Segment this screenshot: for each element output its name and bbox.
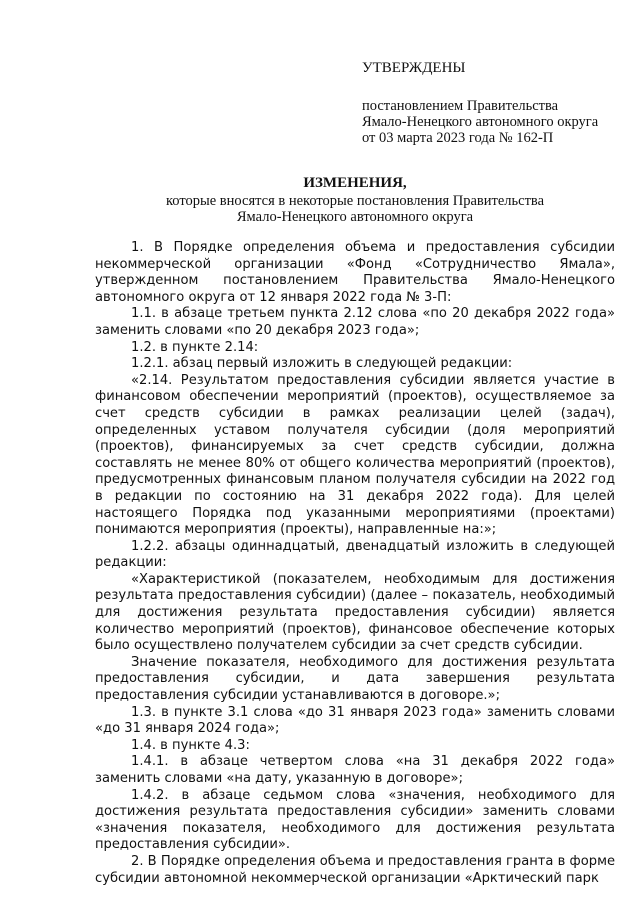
- document-subtitle: которые вносятся в некоторые постановления Правительства: [165, 193, 545, 209]
- paragraph: 1.3. в пункте 3.1 слова «до 31 января 2023 года» заменить словами «до 31 января 2024 года»;: [95, 704, 615, 737]
- approval-heading: УТВЕРЖДЕНЫ: [362, 60, 466, 76]
- paragraph: 1.2. в пункте 2.14:: [131, 339, 259, 355]
- paragraph: 1.2.2. абзацы одиннадцатый, двенадцатый изложить в следующей редакции:: [95, 538, 615, 571]
- document-subtitle: Ямало-Ненецкого автономного округа: [236, 209, 474, 225]
- paragraph: 1.4. в пункте 4.3:: [131, 737, 250, 753]
- paragraph: «2.14. Результатом предоставления субсидии является участие в финансовом обеспечении мероприятий (проектов), осуществляемое за счет средств субсидии в рамках реализации целей (задач), определенных уставом получателя субсидии (доля мероприятий (проектов), финансируемых за счет средств субсидии, должна составлять не менее 80% от общего количества мероприятий (проектов), предусмотренных финансовым планом получателя субсидии на 2022 год в редакции по состоянию на 31 декабря 2022 года). Для целей настоящего Порядка под указанными мероприятиями (проектами) понимаются мероприятия (проекты), направленные на:»;: [95, 372, 615, 538]
- paragraph: 1. В Порядке определения объема и предоставления субсидии некоммерческой организации «Фонд «Сотрудничество Ямала», утвержденном постановлением Правительства Ямало-Ненецкого автономного округа от 12 января 2022 года № 3-П:: [95, 240, 615, 305]
- paragraph: Значение показателя, необходимого для достижения результата предоставления субсидии, и дата завершения результата предоставления субсидии устанавливаются в договоре.»;: [95, 654, 615, 704]
- approval-line: Ямало-Ненецкого автономного округа: [362, 114, 599, 130]
- document-body: [95, 240, 615, 887]
- paragraph: 1.1. в абзаце третьем пункта 2.12 слова «по 20 декабря 2022 года» заменить словами «по 20 декабря 2023 года»;: [95, 306, 615, 338]
- paragraph: 1.2.1. абзац первый изложить в следующей редакции:: [131, 356, 513, 372]
- document-title: ИЗМЕНЕНИЯ,: [303, 175, 407, 191]
- paragraph: 2. В Порядке определения объема и предоставления гранта в форме субсидии автономной некоммерческой организации «Арктический парк: [95, 853, 615, 886]
- approval-line: постановлением Правительства: [362, 98, 559, 114]
- paragraph: «Характеристикой (показателем, необходимым для достижения результата предоставления субсидии) (далее – показатель, необходимый для достижения результата предоставления субсидии) является количество мероприятий (проектов), финансовое обеспечение которых было осуществлено получателем субсидии за счет средств субсидии.: [95, 571, 615, 654]
- paragraph: 1.4.2. в абзаце седьмом слова «значения, необходимого для достижения результата предоставления субсидии» заменить словами «значения показателя, необходимого для достижения результата предоставления субсидии».: [95, 787, 615, 853]
- paragraph: 1.4.1. в абзаце четвертом слова «на 31 декабря 2022 года» заменить словами «на дату, указанную в договоре»;: [95, 754, 615, 786]
- approval-line: от 03 марта 2023 года № 162-П: [362, 130, 554, 146]
- approval-block: [362, 60, 632, 146]
- document-title-block: [95, 175, 615, 225]
